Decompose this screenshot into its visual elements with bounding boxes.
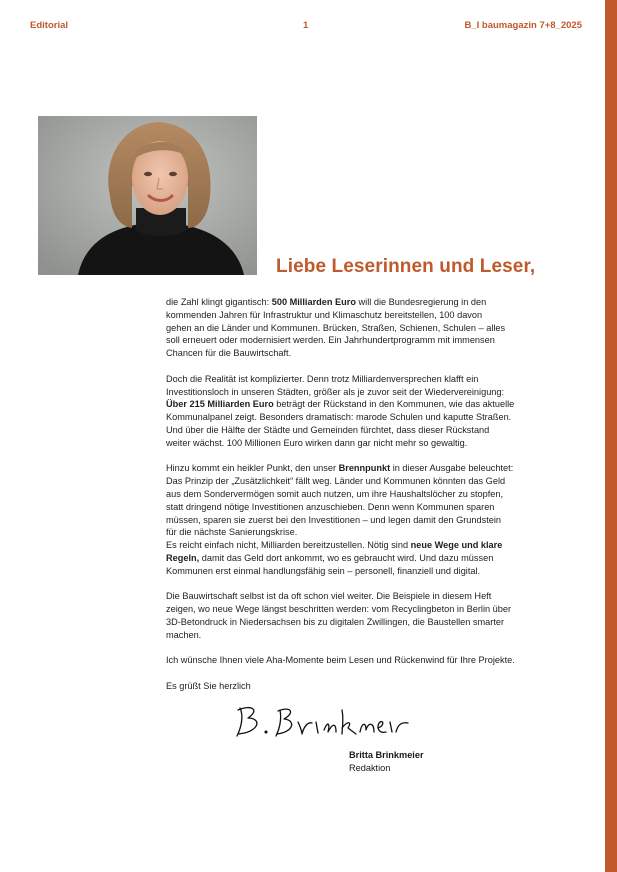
text-segment: Es grüßt Sie herzlich — [166, 680, 251, 691]
text-line — [166, 526, 522, 539]
author-portrait-photo — [38, 116, 257, 275]
text-line — [166, 488, 522, 501]
paragraph — [166, 680, 522, 693]
editorial-body — [166, 296, 522, 706]
text-line — [166, 565, 522, 578]
emphasis-text: neue Wege und klare — [410, 540, 503, 551]
text-segment: Hinzu kommt ein heikler Punkt, den unser — [166, 463, 339, 474]
text-segment: Investitionsloch in unseren Städten, größer als je zuvor seit der Wiedervereinigung: — [166, 386, 505, 397]
text-line — [166, 514, 522, 527]
text-segment: in dieser Ausgabe beleuchtet: — [390, 463, 514, 474]
headline: Liebe Leserinnen und Leser, — [276, 256, 536, 277]
text-line — [166, 398, 522, 411]
text-segment: will die Bundesregierung in den — [355, 297, 487, 307]
text-segment: Die Bauwirtschaft selbst ist da oft schon viel weiter. Die Beispiele in diesem Heft — [166, 591, 492, 602]
text-segment: Es reicht einfach nicht, Milliarden bereitzustellen. Nötig sind — [166, 540, 411, 551]
author-name: Britta Brinkmeier — [349, 750, 424, 760]
page-header — [30, 20, 582, 34]
text-segment: Doch die Realität ist komplizierter. Denn trotz Milliardenversprechen klafft ein — [166, 373, 479, 384]
text-line — [166, 603, 522, 616]
text-segment: Kommunalpanel zeigt. Besonders dramatisch: marode Schulen und kaputte Straßen. — [166, 412, 512, 423]
text-line — [166, 654, 522, 667]
text-segment: statt dringend nötige Investitionen anzuschieben. Denn wenn Kommunen sparen — [166, 501, 495, 512]
text-segment: weiter wächst. 100 Millionen Euro wirken dann gar nicht mehr so gewaltig. — [166, 437, 468, 448]
text-segment: soll erneuert oder modernisiert werden. Ein Jahrhundertprogramm mit immensen — [166, 335, 495, 346]
text-line — [166, 590, 522, 603]
text-line — [166, 373, 522, 386]
text-segment: zeigen, wo neue Wege längst beschritten werden: vom Recyclingbeton in Berlin über — [166, 604, 512, 615]
text-line — [166, 552, 522, 565]
text-segment: beträgt der Rückstand in den Kommunen, wie das aktuelle — [273, 399, 515, 410]
text-segment: für die nächste Sanierungskrise. — [166, 527, 298, 538]
text-segment: 3D-Betondruck in Niedersachsen bis zu digitalen Zwillingen, die Baustellen smarter — [166, 616, 505, 627]
text-segment: Das Prinzip der „Zusätzlichkeit“ fällt weg. Länder und Kommunen könnten das Geld — [166, 476, 506, 487]
text-line — [166, 616, 522, 629]
emphasis-text: 500 Milliarden Euro — [271, 297, 356, 307]
text-line — [166, 462, 522, 475]
text-segment: Und über die Hälfte der Städte und Gemeinden fürchtet, dass dieser Rückstand — [166, 424, 490, 435]
paragraph — [166, 296, 522, 360]
magazine-issue: B_I baumagazin 7+8_2025 — [464, 20, 582, 31]
text-line — [166, 386, 522, 399]
text-line — [166, 322, 522, 335]
text-segment: müssen, sparen sie zuerst bei den Investitionen – und legen damit den Grundstein — [166, 514, 502, 525]
handwritten-signature — [232, 702, 414, 742]
text-segment: kommenden Jahren für Infrastruktur und Klimaschutz bereitstellen, 100 davon — [166, 309, 483, 320]
text-line — [166, 539, 522, 552]
text-segment: machen. — [166, 629, 202, 640]
text-segment: die Zahl klingt gigantisch: — [166, 297, 272, 307]
paragraph — [166, 590, 522, 641]
paragraph — [166, 462, 522, 577]
text-line — [166, 334, 522, 347]
text-line — [166, 296, 522, 309]
text-segment: aus dem Sondervermögen somit auch nutzen, um ihre Haushaltslöcher zu stopfen, — [166, 488, 504, 499]
emphasis-text: Über 215 Milliarden Euro — [166, 399, 274, 410]
text-line — [166, 437, 522, 450]
text-line — [166, 475, 522, 488]
text-line — [166, 309, 522, 322]
page-number: 1 — [303, 20, 309, 31]
paragraph — [166, 654, 522, 667]
emphasis-text: Regeln, — [166, 552, 200, 563]
text-segment: gehen an die Länder und Kommunen. Brücken, Straßen, Schienen, Schulen – alles — [166, 322, 506, 333]
text-line — [166, 411, 522, 424]
emphasis-text: Brennpunkt — [338, 463, 391, 474]
section-label: Editorial — [30, 20, 69, 31]
text-line — [166, 424, 522, 437]
text-segment: Ich wünsche Ihnen viele Aha-Momente beim Lesen und Rückenwind für Ihre Projekte. — [166, 655, 515, 666]
text-segment: Kommunen erst einmal handlungsfähig sein – personell, finanziell und digital. — [166, 565, 481, 576]
text-line — [166, 347, 522, 360]
text-segment: damit das Geld dort ankommt, wo es gebraucht wird. Und dazu müssen — [199, 552, 494, 563]
text-segment: Chancen für die Bauwirtschaft. — [166, 348, 292, 359]
text-line — [166, 629, 522, 642]
paragraph — [166, 373, 522, 450]
text-line — [166, 501, 522, 514]
author-role: Redaktion — [349, 763, 391, 773]
right-accent-bar — [605, 0, 617, 872]
text-line — [166, 680, 522, 693]
